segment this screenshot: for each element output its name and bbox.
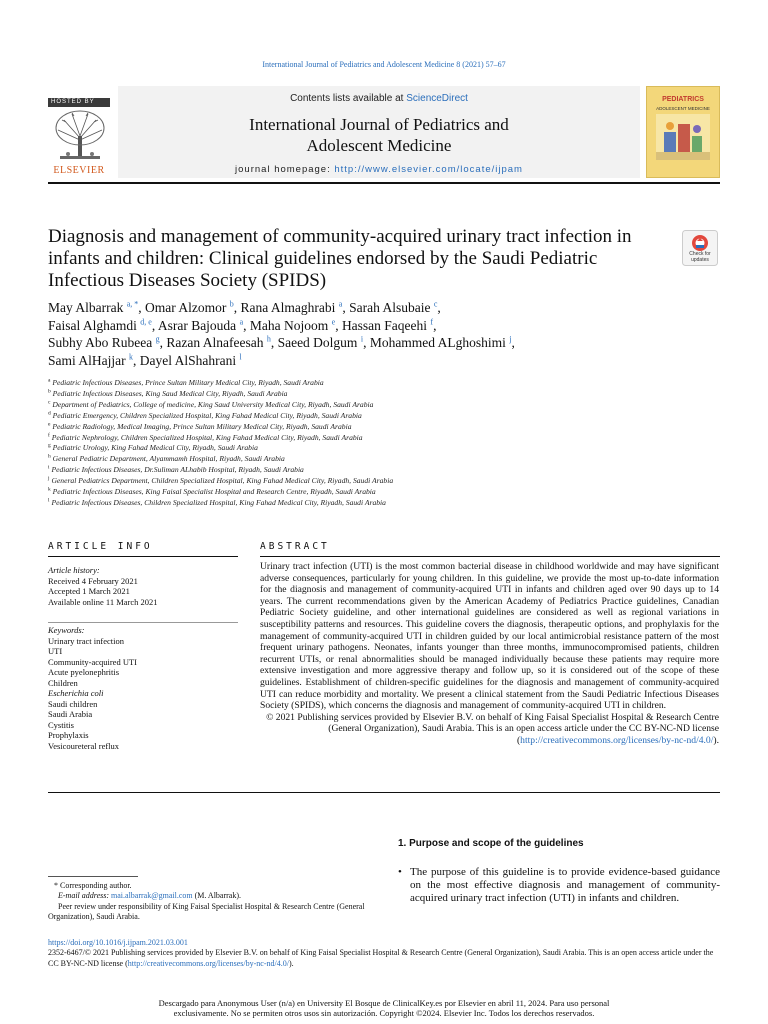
author-name[interactable]: Sarah Alsubaie (349, 300, 431, 315)
affiliation-key: k (48, 486, 51, 493)
copyright-text: 2352-6467/© 2021 Publishing services provided by Elsevier B.V. on behalf of King Faisal Specialist Hospital & Research Centre (General Organization), Saudi Arabia. This is an open access article under the CC BY-NC-ND license ( (48, 948, 714, 968)
author-name[interactable]: Hassan Faqeehi (341, 317, 428, 333)
journal-homepage-line (118, 164, 640, 175)
author-affiliation-marker[interactable]: l (239, 352, 242, 361)
copyright-notice (48, 948, 720, 969)
keyword: Prophylaxis (48, 730, 89, 740)
keyword: Acute pyelonephritis (48, 667, 120, 677)
author-affiliation-marker[interactable]: i (360, 334, 364, 344)
author-name[interactable]: Rana Almaghrabi (240, 300, 336, 315)
section-1-heading: 1. Purpose and scope of the guidelines (398, 838, 584, 849)
keyword: Saudi Arabia (48, 709, 93, 719)
keyword: Vesicoureteral reflux (48, 740, 120, 751)
affiliation-key: j (48, 475, 50, 482)
affiliation-row (48, 487, 720, 498)
affiliation-row (48, 378, 720, 389)
homepage-prefix: journal homepage: (235, 164, 335, 175)
affiliation-key: b (48, 388, 51, 395)
author-name[interactable]: Subhy Abo Rubeea (48, 335, 153, 350)
sciencedirect-link[interactable]: ScienceDirect (406, 93, 468, 104)
abstract-rule (260, 556, 720, 557)
author-affiliation-marker[interactable]: f (430, 317, 434, 326)
article-info-heading: ARTICLE INFO (48, 541, 153, 552)
journal-title-line-2: Adolescent Medicine (306, 136, 452, 155)
affiliation-text: Pediatric Radiology, Medical Imaging, Prince Sultan Military Medical City, Riyadh, Saudi Arabia (52, 421, 352, 431)
download-notice-line-1: Descargado para Anonymous User (n/a) en University El Bosque de ClinicalKey.es por Elsevier en abril 11, 2024. Para uso personal (158, 998, 610, 1008)
keyword: Escherichia coli (48, 688, 104, 698)
history-online: Available online 11 March 2021 (48, 596, 158, 607)
cover-title: PEDIATRICS (662, 96, 704, 103)
keywords-label: Keywords: (48, 625, 85, 635)
cover-subtitle: ADOLESCENT MEDICINE (656, 106, 710, 111)
author-name[interactable]: Sami AlHajjar (48, 352, 126, 368)
affiliation-text: General Pediatric Department, Alyammamh Hospital, Riyadh, Saudi Arabia (52, 454, 285, 464)
keyword: Children (48, 677, 78, 688)
email-label: E-mail address: (58, 891, 112, 901)
keyword: UTI (48, 646, 63, 656)
contents-prefix: Contents lists available at (290, 93, 407, 104)
author-affiliation-marker[interactable]: g (155, 334, 160, 344)
affiliation-key: i (48, 464, 50, 471)
author-affiliation-marker[interactable]: j (509, 334, 512, 344)
download-notice-line-2: exclusivamente. No se permiten otros usos sin autorización. Copyright ©2024. Elsevier Inc. Todos los derechos reservados. (173, 1008, 595, 1018)
affiliation-row (48, 433, 720, 444)
affiliation-key: g (48, 442, 51, 449)
history-received: Received 4 February 2021 (48, 575, 138, 586)
affiliation-text: Pediatric Infectious Diseases, Children Specialized Hospital, King Fahad Medical City, Riyadh, Saudi Arabia (51, 497, 386, 507)
abstract-end-rule (48, 792, 720, 793)
journal-title-line-1: International Journal of Pediatrics and (249, 115, 509, 134)
author-affiliation-marker[interactable]: c (433, 299, 438, 309)
affiliation-text: Pediatric Infectious Diseases, Prince Sultan Military Medical City, Riyadh, Saudi Arabia (52, 378, 324, 387)
license-end: ). (713, 734, 719, 746)
author-affiliation-marker[interactable]: e (331, 317, 336, 326)
cover-illustration (656, 114, 710, 160)
email-note (48, 891, 378, 901)
contents-line (118, 93, 640, 104)
author-affiliation-marker[interactable]: b (229, 299, 234, 309)
copyright-license-link[interactable]: http://creativecommons.org/licenses/by-nc-nd/4.0/ (127, 958, 289, 968)
affiliation-row (48, 389, 720, 400)
abstract-heading: ABSTRACT (260, 541, 330, 552)
license-link[interactable]: http://creativecommons.org/licenses/by-nc-nd/4.0/ (520, 734, 714, 746)
keyword: Community-acquired UTI (48, 656, 137, 667)
affiliation-row (48, 411, 720, 422)
affiliation-row (48, 443, 720, 454)
affiliation-row (48, 476, 720, 487)
footnote-rule (48, 876, 138, 877)
keyword: Urinary tract infection (48, 635, 124, 646)
email-link[interactable]: mai.albarrak@gmail.com (111, 891, 193, 901)
author-name[interactable]: Omar Alzomor (145, 300, 227, 315)
section-1-bullet (398, 866, 720, 905)
email-suffix: (M. Albarrak). (192, 891, 242, 901)
header-rule (48, 182, 720, 184)
affiliation-text: Pediatric Emergency, Children Specialized Hospital, King Fahad Medical City, Riyadh, Saudi Arabia (52, 410, 362, 420)
affiliation-row (48, 400, 720, 411)
author-affiliation-marker[interactable]: h (266, 334, 271, 344)
author-name[interactable]: Razan Alnafeesah (166, 335, 264, 350)
affiliation-text: Pediatric Infectious Diseases, King Faisal Specialist Hospital and Research Centre, Riyadh, Saudi Arabia (52, 487, 376, 497)
check-for-updates-label[interactable]: Check for updates (689, 251, 711, 263)
article-title: Diagnosis and management of community-acquired urinary tract infection in infants and children: Clinical guidelines endorsed by the Saudi Pediatric Infectious Diseases Society (SPIDS) (48, 226, 632, 291)
author-name[interactable]: Maha Nojoom (249, 317, 329, 333)
author-affiliation-marker[interactable]: a (239, 317, 244, 326)
abstract-license (260, 712, 719, 747)
affiliation-row (48, 422, 720, 433)
keyword: Saudi children (48, 698, 98, 709)
author-name[interactable]: May Albarrak (48, 300, 124, 315)
affiliation-key: e (48, 421, 51, 428)
article-history (48, 565, 238, 607)
author-affiliation-marker[interactable]: d, e (140, 317, 152, 326)
elsevier-wordmark: ELSEVIER (53, 165, 105, 176)
author-name[interactable]: Dayel AlShahrani (139, 352, 237, 368)
author-list: May Albarrak $^{a, *}$, Omar Alzomor $^b$, Rana Almaghrabi $^a$, Sarah Alsubaie $^c$, Faisal Alghamdi $^{d, e}$, Asrar Bajouda $^a$, Maha Nojoom $^e$, Hassan Faqeehi $^f$, Subhy Abo Rubeea $^g$, Razan Alnafeesah $^h$, Saeed Dolgum $^i$, Mohammed ALghoshimi $^j$, Sami AlHajjar $^k$, Dayel AlShahrani $^l$ (48, 299, 515, 368)
author-name[interactable]: Asrar Bajouda (157, 317, 237, 333)
affiliation-row (48, 498, 720, 509)
keywords-block (48, 625, 238, 751)
bullet-text: The purpose of this guideline is to provide evidence-based guidance on the most effective diagnosis and management of community-acquired urinary tract infection (UTI) in infants and children. (410, 866, 720, 904)
keyword: Cystitis (48, 719, 74, 730)
article-info-rule (48, 556, 238, 557)
affiliation-key: f (48, 432, 50, 438)
affiliation-text: General Pediatrics Department, Children Specialized Hospital, King Fahad Medical City, Riyadh, Saudi Arabia (51, 476, 394, 486)
hosted-by-label: HOSTED BY (48, 98, 110, 107)
download-notice (0, 998, 768, 1018)
journal-citation[interactable]: International Journal of Pediatrics and Adolescent Medicine 8 (2021) 57–67 (262, 60, 506, 69)
affiliation-text: Pediatric Infectious Diseases, Dr.Suliman ALhabib Hospital, Riyadh, Saudi Arabia (51, 465, 304, 475)
author-affiliation-marker[interactable]: a, * (126, 299, 139, 309)
article-history-label: Article history: (48, 565, 100, 575)
affiliation-key: c (48, 399, 51, 406)
corresponding-author-note: * Corresponding author. (54, 881, 132, 890)
abstract-body (260, 561, 719, 747)
affiliation-text: Pediatric Infectious Diseases, King Saud Medical City, Riyadh, Saudi Arabia (52, 388, 288, 398)
author-affiliation-marker[interactable]: k (129, 352, 133, 361)
affiliation-key: h (48, 453, 51, 460)
peer-review-note: Peer review under responsibility of King Faisal Specialist Hospital & Research Centre (General Organization), Saudi Arabia. (48, 901, 365, 921)
affiliation-key: a (48, 377, 51, 384)
copyright-end: ). (288, 958, 294, 968)
author-name[interactable]: Mohammed ALghoshimi (369, 335, 506, 350)
affiliation-text: Pediatric Urology, King Fahad Medical City, Riyadh, Saudi Arabia (52, 443, 258, 453)
history-accepted: Accepted 1 March 2021 (48, 586, 130, 596)
author-name[interactable]: Faisal Alghamdi (48, 317, 137, 333)
abstract-text: Urinary tract infection (UTI) is the most common bacterial disease in childhood worldwide and may have significant adverse consequences, particularly for young children. In this guideline, we provide the most up-to-date information for the diagnosis and management of community-acquired UTI in infants and children aged over 90 days up to 14 years. The current recommendations given by the American Academy of Pediatrics Practice guidelines, Canadian Pediatric Society guideline, and other international guidelines are considered as well as regional variations in susceptibility patterns and resources. This guideline covers the diagnosis, therapeutic options, and prophylaxis for the management of community-acquired UTI in children guided by our local antimicrobial resistance pattern of the most frequent urinary pathogens. Neonates, infants younger than three months, immunocompromised patients, children recurrent UTIs, or renal abnormalities should be managed individually because these patients may require more extensive investigation and more aggressive therapy and follow up, so it is considered out of the scope of these guidelines. Establishment of children-specific guidelines for the diagnosis and management of community-acquired UTI can reduce morbidity and mortality. We present a clinical statement from the Saudi Pediatric Infectious Diseases Society (SPIDS), which concerns the diagnosis and management of community-acquired UTI in children. (260, 561, 719, 712)
affiliation-key: l (48, 497, 50, 504)
doi-link[interactable]: https://doi.org/10.1016/j.ijpam.2021.03.001 (48, 938, 188, 947)
author-name[interactable]: Saeed Dolgum (277, 335, 358, 350)
affiliation-text: Pediatric Nephrology, Children Specialized Hospital, King Fahad Medical City, Riyadh, Saudi Arabia (51, 432, 363, 442)
author-affiliation-marker[interactable]: a (338, 299, 343, 309)
elsevier-tree-logo (52, 108, 108, 164)
journal-title (118, 114, 640, 156)
affiliation-key: d (48, 410, 51, 417)
homepage-link[interactable]: http://www.elsevier.com/locate/ijpam (334, 164, 523, 175)
affiliation-row (48, 454, 720, 465)
affiliation-list (48, 378, 720, 509)
affiliation-text: Department of Pediatrics, College of medicine, King Saud University Medical City, Riyadh, Saudi Arabia (52, 399, 374, 409)
bullet-icon: • (398, 866, 402, 878)
footnotes (48, 881, 378, 922)
affiliation-row (48, 465, 720, 476)
license-text: © 2021 Publishing services provided by Elsevier B.V. on behalf of King Faisal Specialist Hospital & Research Centre (General Organization), Saudi Arabia. This is an open access article under the CC BY-NC-ND license ( (266, 711, 719, 746)
keywords-rule (48, 622, 238, 623)
